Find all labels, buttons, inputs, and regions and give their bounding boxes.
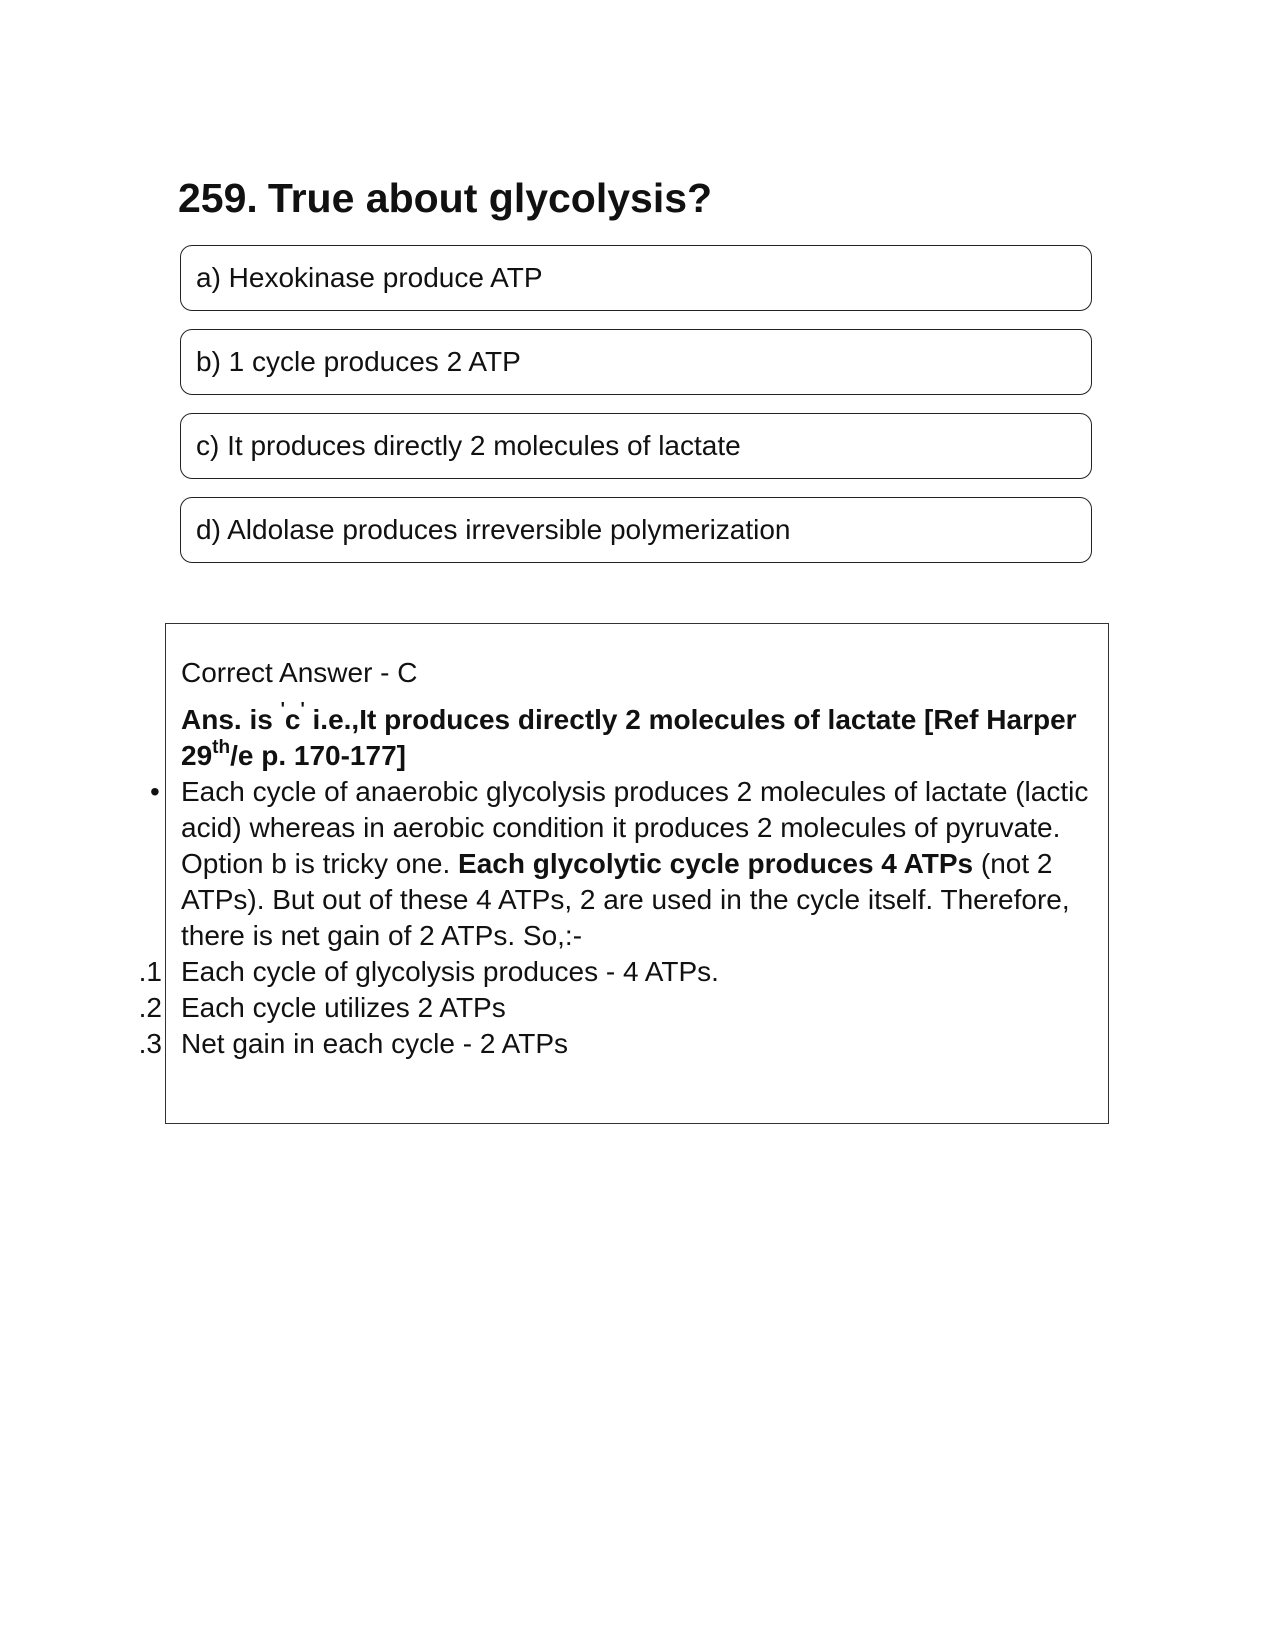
correct-answer-line: Correct Answer - C [181,657,418,688]
bullet-item [150,774,1106,846]
bullet-marker: • [150,776,160,807]
number-marker: 1. [138,956,162,987]
numbered-item-2 [138,990,1106,1026]
numbered-text: Net gain in each cycle - 2 ATPs [181,1028,568,1059]
option-c[interactable]: c) It produces directly 2 molecules of lactate [180,413,1092,479]
option-d[interactable]: d) Aldolase produces irreversible polymerization [180,497,1092,563]
numbered-item-1 [138,954,1106,990]
question-text: True about glycolysis? [267,175,713,221]
number-marker: 2. [138,992,162,1023]
question-heading [178,176,712,221]
option-a[interactable]: a) Hexokinase produce ATP [180,245,1092,311]
bullet-text: Each cycle of anaerobic glycolysis produces 2 molecules of lactate (lactic acid) whereas in aerobic condition it produces 2 molecules of pyruvate. [181,776,1089,843]
number-marker: 3. [138,1028,162,1059]
option-b[interactable]: b) 1 cycle produces 2 ATP [180,329,1092,395]
numbered-item-3 [138,1026,1106,1062]
option-b-explanation: Option b is tricky one. Each glycolytic cycle produces 4 ATPs (not 2 ATPs). But out of these 4 ATPs, 2 are used in the cycle itself. Therefore, there is net gain of 2 ATPs. So,:- [181,848,1070,951]
answer-reference: Ans. is 'c' i.e.,It produces directly 2 molecules of lactate [Ref Harper 29th/e p. 170-177] [181,699,1077,771]
numbered-text: Each cycle of glycolysis produces - 4 ATPs. [181,956,719,987]
question-number: 259. [178,175,258,221]
answer-explanation [138,655,1106,1062]
numbered-text: Each cycle utilizes 2 ATPs [181,992,506,1023]
